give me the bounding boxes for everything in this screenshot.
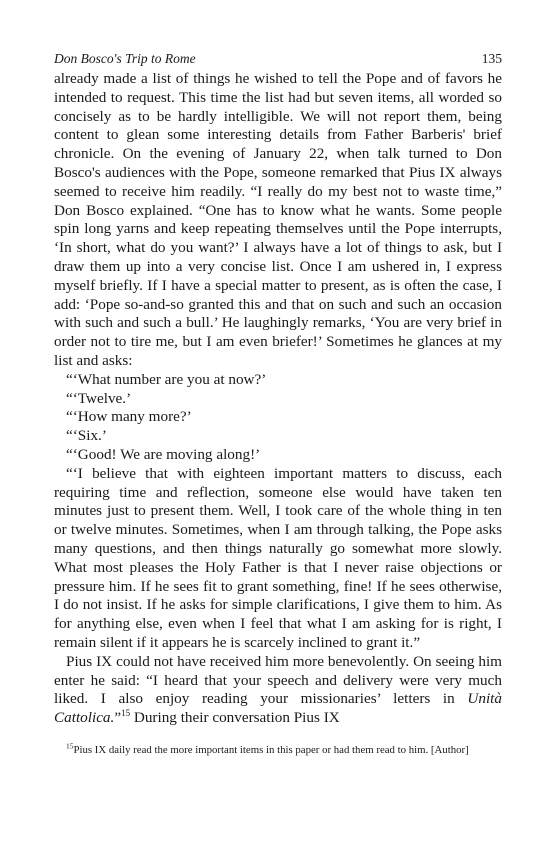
- footnote-text: Pius IX daily read the more important items in this paper or had them read to him. [Author]: [73, 743, 469, 756]
- dialogue-line: “‘What number are you at now?’: [66, 370, 267, 388]
- running-head: Don Bosco's Trip to Rome: [54, 51, 196, 66]
- paragraph-with-note: [54, 653, 502, 728]
- footnotes: [54, 743, 502, 757]
- paragraph: “‘I believe that with eighteen important matters to discuss, each requiring time and reflection, someone else would have taken ten minutes just to present them. Well, I took care of the whole thing in ten or twelve minutes. Sometimes, when I am through talking, the Pope asks many questions, and then things naturally go somewhat more slowly. What most pleases the Holy Father is that I never raise objections or pressure him. If he sees fit to grant something, fine! If he sees otherwise, I do not insist. If he asks for simple clarifications, I give them to him. As for anything else, even when I feel that what I am asking for is right, I remain silent if it appears he is scarcely inclined to grant it.”: [54, 464, 502, 651]
- dialogue-line: “‘Six.’: [66, 427, 107, 445]
- footnote: [54, 743, 502, 757]
- dialogue-line: “‘Good! We are moving along!’: [66, 445, 261, 463]
- page-header: [54, 50, 502, 68]
- closing-quote: ”: [114, 709, 122, 727]
- newspaper-title: Unità Cattolica.: [54, 690, 502, 727]
- page-number: 135: [481, 51, 502, 66]
- paragraph-text-end: During their conversation Pius IX: [130, 709, 340, 727]
- footnote-marker: 15: [66, 741, 74, 751]
- dialogue-line: “‘Twelve.’: [66, 389, 132, 407]
- paragraph-continued: already made a list of things he wished to tell the Pope and of favors he intended to request. This time the list had but seven items, all worded so concisely as to be hardly intelligible. We will not report them, being content to glean some interesting details from Father Barberis' brief chronicle. On the evening of January 22, when talk turned to Don Bosco's audiences with the Pope, someone remarked that Pius IX always seemed to receive him readily. “I really do my best not to waste time,” Don Bosco explained. “One has to know what he wants. Some people spin long yarns and keep repeating themselves until the Pope interrupts, ‘In short, what do you want?’ I always have a lot of things to ask, but I draw them up into a very concise list. Once I am ushered in, I express myself briefly. If I have a special matter to present, as is often the case, I add: ‘Pope so-and-so granted this and that on such and such an occasion with such and such a bull.’ He laughingly remarks, ‘You are very brief in order not to tire me, but I am even briefer!’ Sometimes he glances at my list and asks:: [54, 70, 502, 369]
- footnote-reference[interactable]: 15: [121, 708, 131, 719]
- body-text: [54, 70, 502, 728]
- paragraph-text-start: Pius IX could not have received him more benevolently. On seeing him enter he said: “I heard that your speech and delivery were very much liked. I also enjoy reading your missionaries’ letters in: [54, 652, 502, 708]
- dialogue-line: “‘How many more?’: [66, 408, 192, 426]
- book-page: [54, 50, 502, 757]
